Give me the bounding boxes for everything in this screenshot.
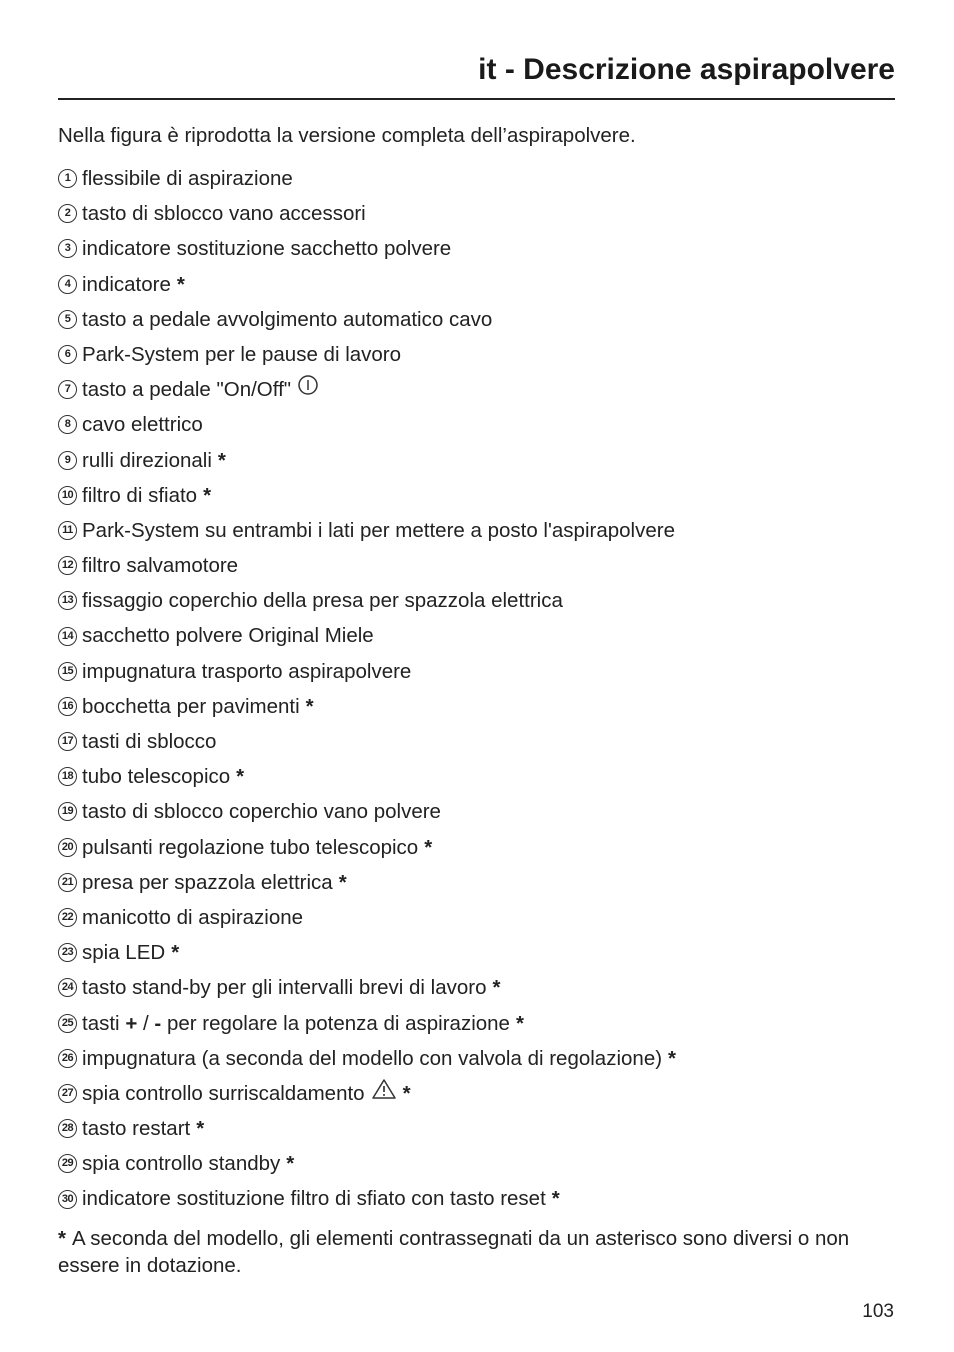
asterisk: *	[305, 694, 314, 718]
item-number-badge: 19	[58, 802, 77, 821]
asterisk: *	[424, 835, 433, 859]
intro-text: Nella figura è riprodotta la versione completa dell’aspirapolvere.	[58, 124, 636, 147]
asterisk: *	[286, 1152, 295, 1176]
list-item	[58, 1006, 918, 1041]
item-number-badge: 1	[58, 169, 77, 188]
asterisk: *	[217, 448, 226, 472]
page-number: 103	[862, 1301, 894, 1322]
asterisk: *	[338, 870, 347, 894]
list-item	[58, 231, 918, 266]
item-label: pulsanti regolazione tubo telescopico	[82, 835, 419, 859]
asterisk: *	[176, 272, 185, 296]
list-item	[58, 407, 918, 442]
list-item	[58, 583, 918, 618]
list-item	[58, 900, 918, 935]
list-item	[58, 1146, 918, 1181]
item-label: manicotto di aspirazione	[82, 905, 304, 929]
list-item	[58, 302, 918, 337]
item-number-badge: 11	[58, 521, 77, 540]
separator: /	[143, 1011, 149, 1035]
item-number-badge: 25	[58, 1014, 77, 1033]
list-item	[58, 618, 918, 653]
list-item	[58, 724, 918, 759]
footnote-asterisk: *	[58, 1227, 66, 1250]
item-number-badge: 22	[58, 908, 77, 927]
asterisk: *	[668, 1046, 677, 1070]
item-number-badge: 8	[58, 415, 77, 434]
item-number-badge: 27	[58, 1084, 77, 1103]
item-label: Park-System per le pause di lavoro	[82, 342, 402, 366]
item-number-badge: 3	[58, 239, 77, 258]
asterisk: *	[203, 483, 212, 507]
item-label: fissaggio coperchio della presa per spazzola elettrica	[82, 589, 563, 613]
item-number-badge: 13	[58, 591, 77, 610]
item-label: filtro salvamotore	[82, 554, 239, 578]
list-item	[58, 1181, 918, 1216]
item-label: tasto restart	[82, 1117, 191, 1141]
list-item	[58, 654, 918, 689]
list-item	[58, 1076, 918, 1111]
item-number-badge: 9	[58, 451, 77, 470]
item-label: tasto di sblocco coperchio vano polvere	[82, 800, 441, 824]
list-item	[58, 1041, 918, 1076]
asterisk: *	[515, 1011, 524, 1035]
list-item	[58, 161, 918, 196]
item-label: tubo telescopico	[82, 765, 231, 789]
item-label: tasti di sblocco	[82, 730, 217, 753]
item-number-badge: 12	[58, 556, 77, 575]
item-label: indicatore	[82, 272, 171, 296]
item-label: sacchetto polvere Original Miele	[82, 624, 374, 648]
list-item	[58, 513, 918, 548]
item-number-badge: 18	[58, 767, 77, 786]
item-number-badge: 4	[58, 275, 77, 294]
item-number-badge: 5	[58, 310, 77, 329]
list-item	[58, 689, 918, 724]
item-label: impugnatura trasporto aspirapolvere	[82, 659, 412, 683]
warning-triangle-icon	[371, 1076, 397, 1111]
item-number-badge: 30	[58, 1190, 77, 1209]
item-number-badge: 28	[58, 1119, 77, 1138]
item-label: tasto di sblocco vano accessori	[82, 202, 366, 226]
list-item	[58, 865, 918, 900]
item-label: spia controllo standby	[82, 1152, 281, 1176]
list-item	[58, 443, 918, 478]
list-item	[58, 548, 918, 583]
list-item	[58, 196, 918, 231]
item-label: tasto a pedale "On/Off"	[82, 378, 292, 402]
power-icon	[297, 372, 319, 407]
item-label: Park-System su entrambi i lati per mettere a posto l'aspirapolvere	[82, 518, 675, 542]
page-title: it - Descrizione aspirapolvere	[478, 53, 895, 86]
item-label: cavo elettrico	[82, 413, 203, 437]
asterisk: *	[236, 765, 245, 789]
item-label: spia LED	[82, 941, 166, 965]
list-item	[58, 794, 918, 829]
page-header	[58, 48, 895, 100]
list-item	[58, 372, 918, 407]
asterisk: *	[551, 1187, 560, 1211]
item-number-badge: 15	[58, 662, 77, 681]
list-item	[58, 1111, 918, 1146]
item-number-badge: 29	[58, 1154, 77, 1173]
list-item	[58, 970, 918, 1005]
minus-symbol: -	[154, 1011, 162, 1035]
list-item	[58, 759, 918, 794]
list-item	[58, 267, 918, 302]
list-item	[58, 478, 918, 513]
asterisk: *	[402, 1081, 411, 1105]
item-number-badge: 7	[58, 380, 77, 399]
list-item	[58, 337, 918, 372]
item-number-badge: 24	[58, 978, 77, 997]
item-number-badge: 10	[58, 486, 77, 505]
item-number-badge: 16	[58, 697, 77, 716]
item-label: indicatore sostituzione sacchetto polvere	[82, 237, 452, 261]
item-number-badge: 14	[58, 627, 77, 646]
item-number-badge: 21	[58, 873, 77, 892]
item-label: bocchetta per pavimenti	[82, 694, 300, 718]
item-label: tasti	[82, 1011, 120, 1035]
footnote	[58, 1225, 898, 1279]
plus-symbol: +	[125, 1011, 138, 1035]
asterisk: *	[171, 941, 180, 965]
item-label: tasto a pedale avvolgimento automatico cavo	[82, 307, 493, 331]
item-label: presa per spazzola elettrica	[82, 870, 333, 894]
asterisk: *	[196, 1117, 205, 1141]
list-item	[58, 935, 918, 970]
item-label: rulli direzionali	[82, 448, 212, 472]
item-label: flessibile di aspirazione	[82, 167, 293, 190]
item-label: indicatore sostituzione filtro di sfiato con tasto reset	[82, 1187, 546, 1211]
item-label-rest: per regolare la potenza di aspirazione	[166, 1011, 510, 1035]
item-number-badge: 23	[58, 943, 77, 962]
list-item	[58, 830, 918, 865]
item-number-badge: 6	[58, 345, 77, 364]
item-number-badge: 2	[58, 204, 77, 223]
item-label: filtro di sfiato	[82, 483, 198, 507]
item-number-badge: 17	[58, 732, 77, 751]
asterisk: *	[492, 976, 501, 1000]
footnote-text: A seconda del modello, gli elementi contrassegnati da un asterisco sono diversi o non essere in dotazione.	[58, 1227, 850, 1277]
item-number-badge: 26	[58, 1049, 77, 1068]
item-number-badge: 20	[58, 838, 77, 857]
item-label: impugnatura (a seconda del modello con valvola di regolazione)	[82, 1046, 663, 1070]
item-label: spia controllo surriscaldamento	[82, 1081, 365, 1105]
item-label: tasto stand-by per gli intervalli brevi di lavoro	[82, 976, 487, 1000]
parts-list	[58, 161, 918, 1217]
